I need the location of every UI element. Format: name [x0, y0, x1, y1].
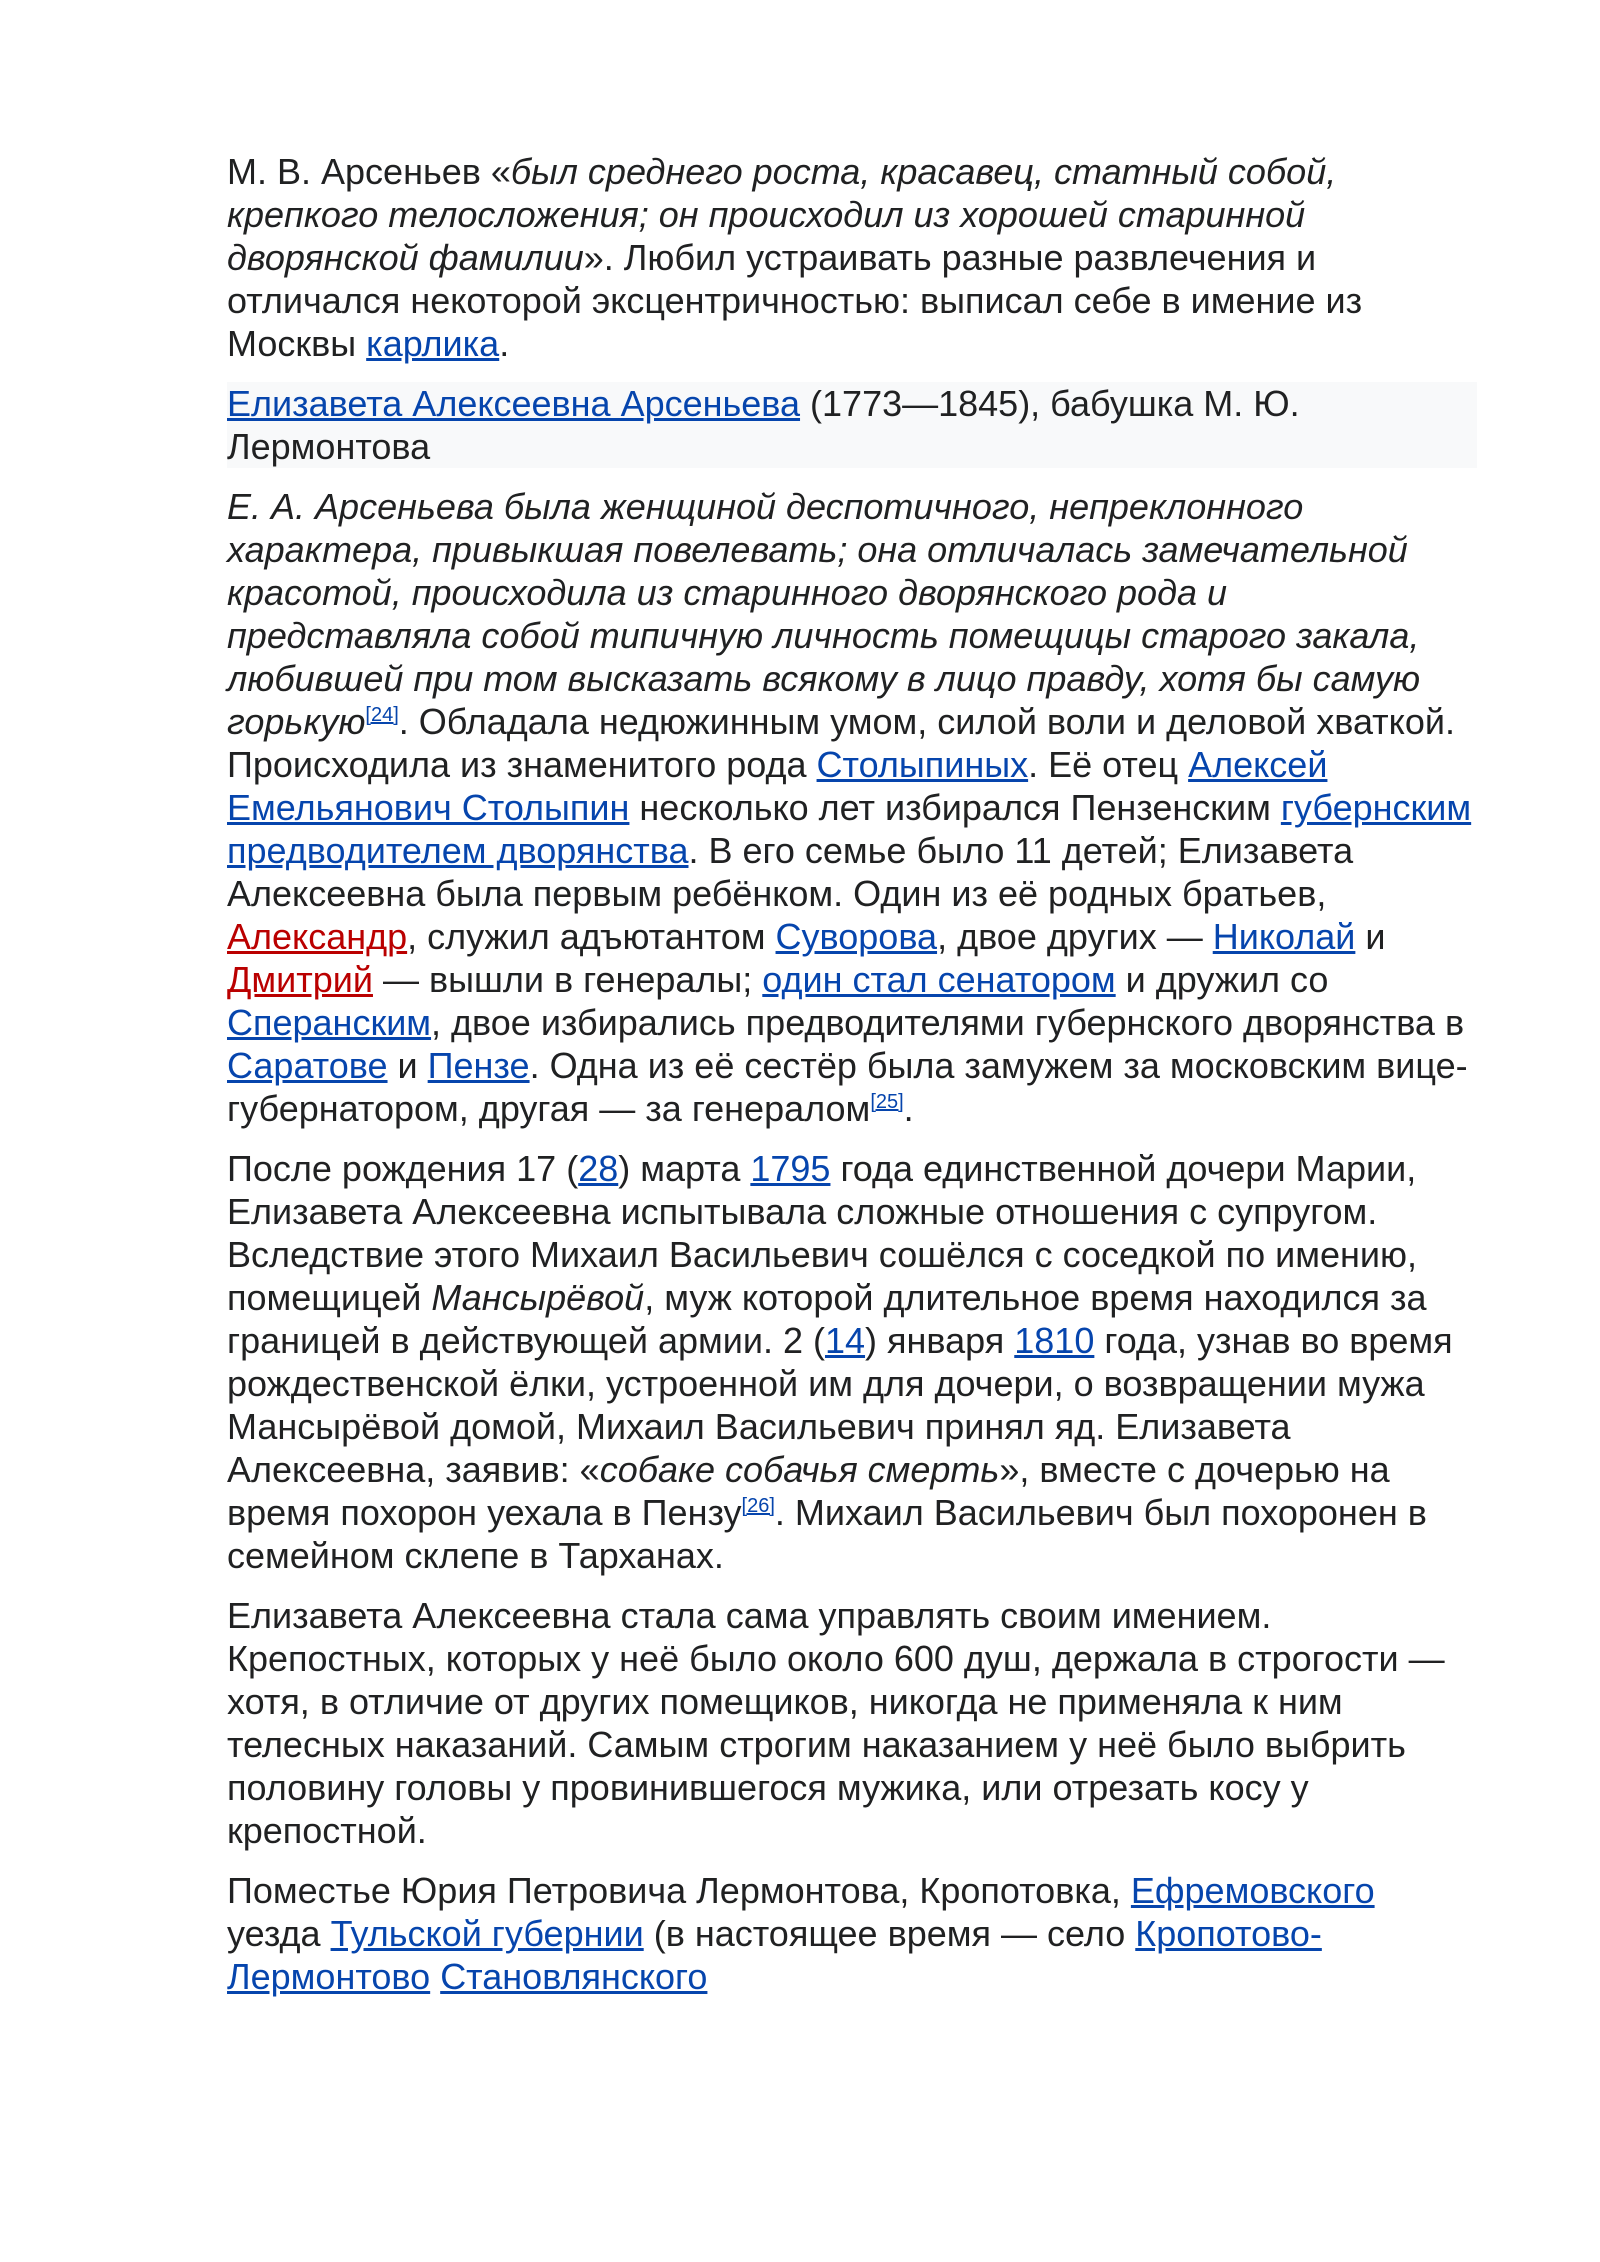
link-year-1810[interactable]: 1810	[1014, 1320, 1095, 1361]
link-date-28[interactable]: 28	[578, 1148, 619, 1189]
text-run: .	[903, 1088, 914, 1129]
paragraph-arsenyeva-character	[227, 485, 1477, 1130]
redlink-dmitriy[interactable]: Дмитрий	[227, 959, 373, 1000]
text-run: . Её отец	[1028, 744, 1189, 785]
text-run: , муж которой длительное время находился за границей в действующей армии. 2 (	[227, 1277, 1427, 1361]
paragraph-marriage	[227, 1147, 1477, 1577]
quote-italic: был среднего роста, красавец, статный собой, крепкого телосложения; он происходил из хорошей старинной дворянской фамилии	[227, 151, 1337, 278]
italic-mansyreva: Мансырёвой	[431, 1277, 645, 1318]
text-run: года, узнав во время рождественской ёлки, устроенной им для дочери, о возвращении мужа Мансырёвой домой, Михаил Васильевич принял яд. Елизавета Алексеевна, заявив: «	[227, 1320, 1453, 1490]
text-run: ) марта	[618, 1148, 751, 1189]
link-year-1795[interactable]: 1795	[750, 1148, 831, 1189]
text-run: , двое других —	[937, 916, 1213, 957]
paragraph-arsenyev-description	[227, 150, 1477, 365]
link-tulskaya-guberniya[interactable]: Тульской губернии	[330, 1913, 644, 1954]
text-run: .	[499, 323, 510, 364]
link-speransky[interactable]: Сперанским	[227, 1002, 432, 1043]
redlink-aleksandr[interactable]: Александр	[227, 916, 408, 957]
text-run: После рождения 17 (	[227, 1148, 579, 1189]
text-run: уезда	[227, 1913, 331, 1954]
text-run: — вышли в генералы;	[372, 959, 763, 1000]
quote-italic: Е. А. Арсеньева была женщиной деспотичного, непреклонного характера, привыкшая повелевать; она отличалась замечательной красотой, происходила из старинного дворянского рода и представляла собой типичную личность помещицы старого закала, любившей при том высказать всякому в лицо правду, хотя бы самую горькую	[227, 486, 1421, 742]
link-stolypiny[interactable]: Столыпиных	[816, 744, 1029, 785]
quote-italic: собаке собачья смерть	[599, 1449, 1000, 1490]
text-run: , служил адъютантом	[407, 916, 776, 957]
link-gubernsky-predvoditel[interactable]: губернским предводителем дворянства	[227, 787, 1472, 871]
ref-link-24[interactable]: [24]	[365, 704, 399, 726]
link-suvorov[interactable]: Суворова	[775, 916, 938, 957]
text-run: Поместье Юрия Петровича Лермонтова, Кропотовка,	[227, 1870, 1131, 1911]
text-run: и	[1355, 916, 1386, 957]
link-stanovlyansky[interactable]: Становлянского	[440, 1956, 708, 1997]
text-run: ) января	[865, 1320, 1015, 1361]
text-run: года единственной дочери Марии, Елизавета Алексеевна испытывала сложные отношения с супругом. Вследствие этого Михаил Васильевич сошёлся с соседкой по имению, помещицей	[227, 1148, 1417, 1318]
text-run: ». Любил устраивать разные развлечения и отличался некоторой эксцентричностью: выписал себе в имение из Москвы	[227, 237, 1363, 364]
text-run: Елизавета Алексеевна стала сама управлять своим имением. Крепостных, которых у неё было около 600 душ, держала в строгости — хотя, в отличие от других помещиков, никогда не применяла к ним телесных наказаний. Самым строгим наказанием у неё было выбрить половину головы у провинившегося мужика, или отрезать косу у крепостной.	[227, 1595, 1445, 1851]
text-run: , двое избирались предводителями губернского дворянства в	[431, 1002, 1465, 1043]
reference-25[interactable]	[870, 1091, 903, 1113]
caption-text: (1773—1845), бабушка М. Ю. Лермонтова	[227, 383, 1300, 467]
ref-link-25[interactable]: [25]	[870, 1091, 904, 1113]
text-run: и дружил со	[1115, 959, 1329, 1000]
paragraph-estate-management	[227, 1594, 1477, 1852]
link-penza[interactable]: Пензе	[427, 1045, 530, 1086]
ref-link-26[interactable]: [26]	[741, 1495, 775, 1517]
link-efremovsky[interactable]: Ефремовского	[1130, 1870, 1375, 1911]
text-run: . Одна из её сестёр была замужем за московским вице-губернатором, другая — за генералом	[227, 1045, 1468, 1129]
text-run: . В его семье было 11 детей; Елизавета Алексеевна была первым ребёнком. Один из её родных братьев,	[227, 830, 1354, 914]
text-run: », вместе с дочерью на время похорон уехала в Пензу	[227, 1449, 1390, 1533]
reference-26[interactable]	[742, 1495, 775, 1517]
text-run: несколько лет избирался Пензенским	[629, 787, 1281, 828]
text-run	[430, 1956, 440, 1997]
text-run: и	[387, 1045, 428, 1086]
text-run: (в настоящее время — село	[643, 1913, 1136, 1954]
image-caption	[227, 382, 1477, 468]
text-run: . Обладала недюжинным умом, силой воли и деловой хваткой. Происходила из знаменитого рода	[227, 701, 1455, 785]
reference-24[interactable]	[365, 704, 398, 726]
link-saratov[interactable]: Саратове	[227, 1045, 388, 1086]
text-run: . Михаил Васильевич был похоронен в семейном склепе в Тарханах.	[227, 1492, 1427, 1576]
link-kropotovo-lermontovo[interactable]: Кропотово-Лермонтово	[227, 1913, 1322, 1997]
link-senator[interactable]: один стал сенатором	[762, 959, 1116, 1000]
text-run: М. В. Арсеньев «	[227, 151, 511, 192]
paragraph-estate-kropotovka	[227, 1869, 1477, 1998]
link-karlika[interactable]: карлика	[366, 323, 500, 364]
link-date-14[interactable]: 14	[824, 1320, 866, 1361]
link-elizaveta-arsenyeva[interactable]: Елизавета Алексеевна Арсеньева	[227, 383, 801, 424]
link-aleksey-stolypin[interactable]: Алексей Емельянович Столыпин	[227, 744, 1328, 828]
article-body	[227, 150, 1477, 2015]
link-nikolay[interactable]: Николай	[1212, 916, 1356, 957]
